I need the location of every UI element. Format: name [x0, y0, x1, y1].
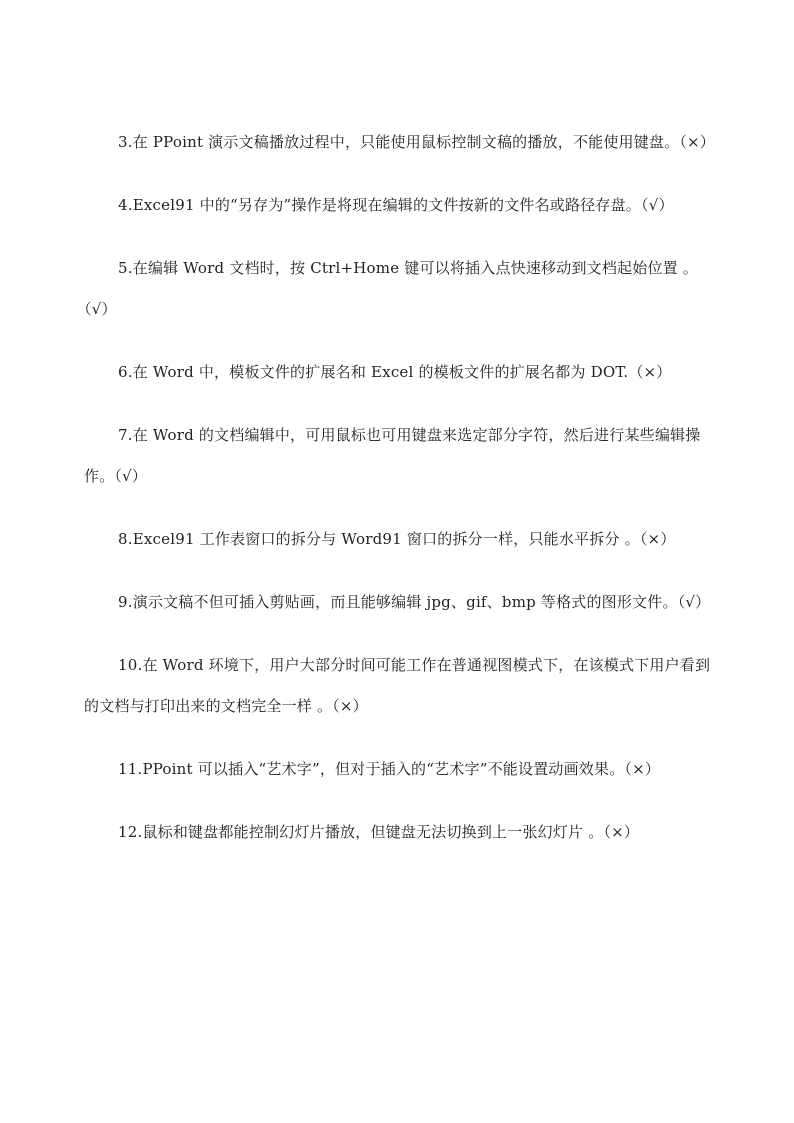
answer-mark: （√）: [641, 196, 674, 214]
question-item-6: [84, 352, 724, 393]
question-text: 12.鼠标和键盘都能控制幻灯片播放，但键盘无法切换到上一张幻灯片 。: [118, 823, 604, 841]
question-text: 3.在 PPoint 演示文稿播放过程中，只能使用鼠标控制文稿的播放，不能使用键盘。: [118, 133, 680, 151]
question-item-5: [84, 248, 724, 330]
answer-mark: （×）: [603, 823, 640, 841]
question-text: 7.在 Word 的文档编辑中，可用鼠标也可用键盘来选定部分字符，然后进行某些编辑操作。: [84, 426, 701, 485]
question-item-4: [84, 185, 724, 226]
answer-mark: （√）: [114, 467, 148, 485]
answer-mark: （×）: [332, 697, 368, 715]
answer-mark: （×）: [628, 363, 672, 381]
question-text: 9.演示文稿不但可插入剪贴画，而且能够编辑 jpg、gif、bmp 等格式的图形文件。: [118, 593, 678, 611]
question-item-9: [84, 582, 724, 623]
question-item-7: [84, 415, 724, 497]
answer-mark: （√）: [677, 593, 711, 611]
question-item-8: [84, 519, 724, 560]
question-item-3: [84, 122, 724, 163]
question-text: 10.在 Word 环境下，用户大部分时间可能工作在普通视图模式下，在该模式下用户看到的文档与打印出来的文档完全一样 。: [84, 656, 711, 715]
question-text: 8.Excel91 工作表窗口的拆分与 Word91 窗口的拆分一样，只能水平拆分 。: [118, 530, 640, 548]
question-text: 11.PPoint 可以插入“艺术字”，但对于插入的“艺术字”不能设置动画效果。: [118, 760, 625, 778]
answer-mark: （√）: [84, 300, 117, 318]
question-text: 6.在 Word 中，模板文件的扩展名和 Excel 的模板文件的扩展名都为 DOT.: [118, 363, 629, 381]
question-item-11: [84, 749, 724, 790]
answer-mark: （×）: [679, 133, 716, 151]
question-text: 5.在编辑 Word 文档时，按 Ctrl+Home 键可以将插入点快速移动到文档起始位置 。: [118, 259, 699, 277]
question-list: [84, 122, 724, 853]
question-text: 4.Excel91 中的“另存为”操作是将现在编辑的文件按新的文件名或路径存盘。: [118, 196, 641, 214]
question-item-10: [84, 645, 724, 727]
answer-mark: （×）: [624, 760, 661, 778]
answer-mark: （×）: [639, 530, 676, 548]
question-item-12: [84, 812, 724, 853]
